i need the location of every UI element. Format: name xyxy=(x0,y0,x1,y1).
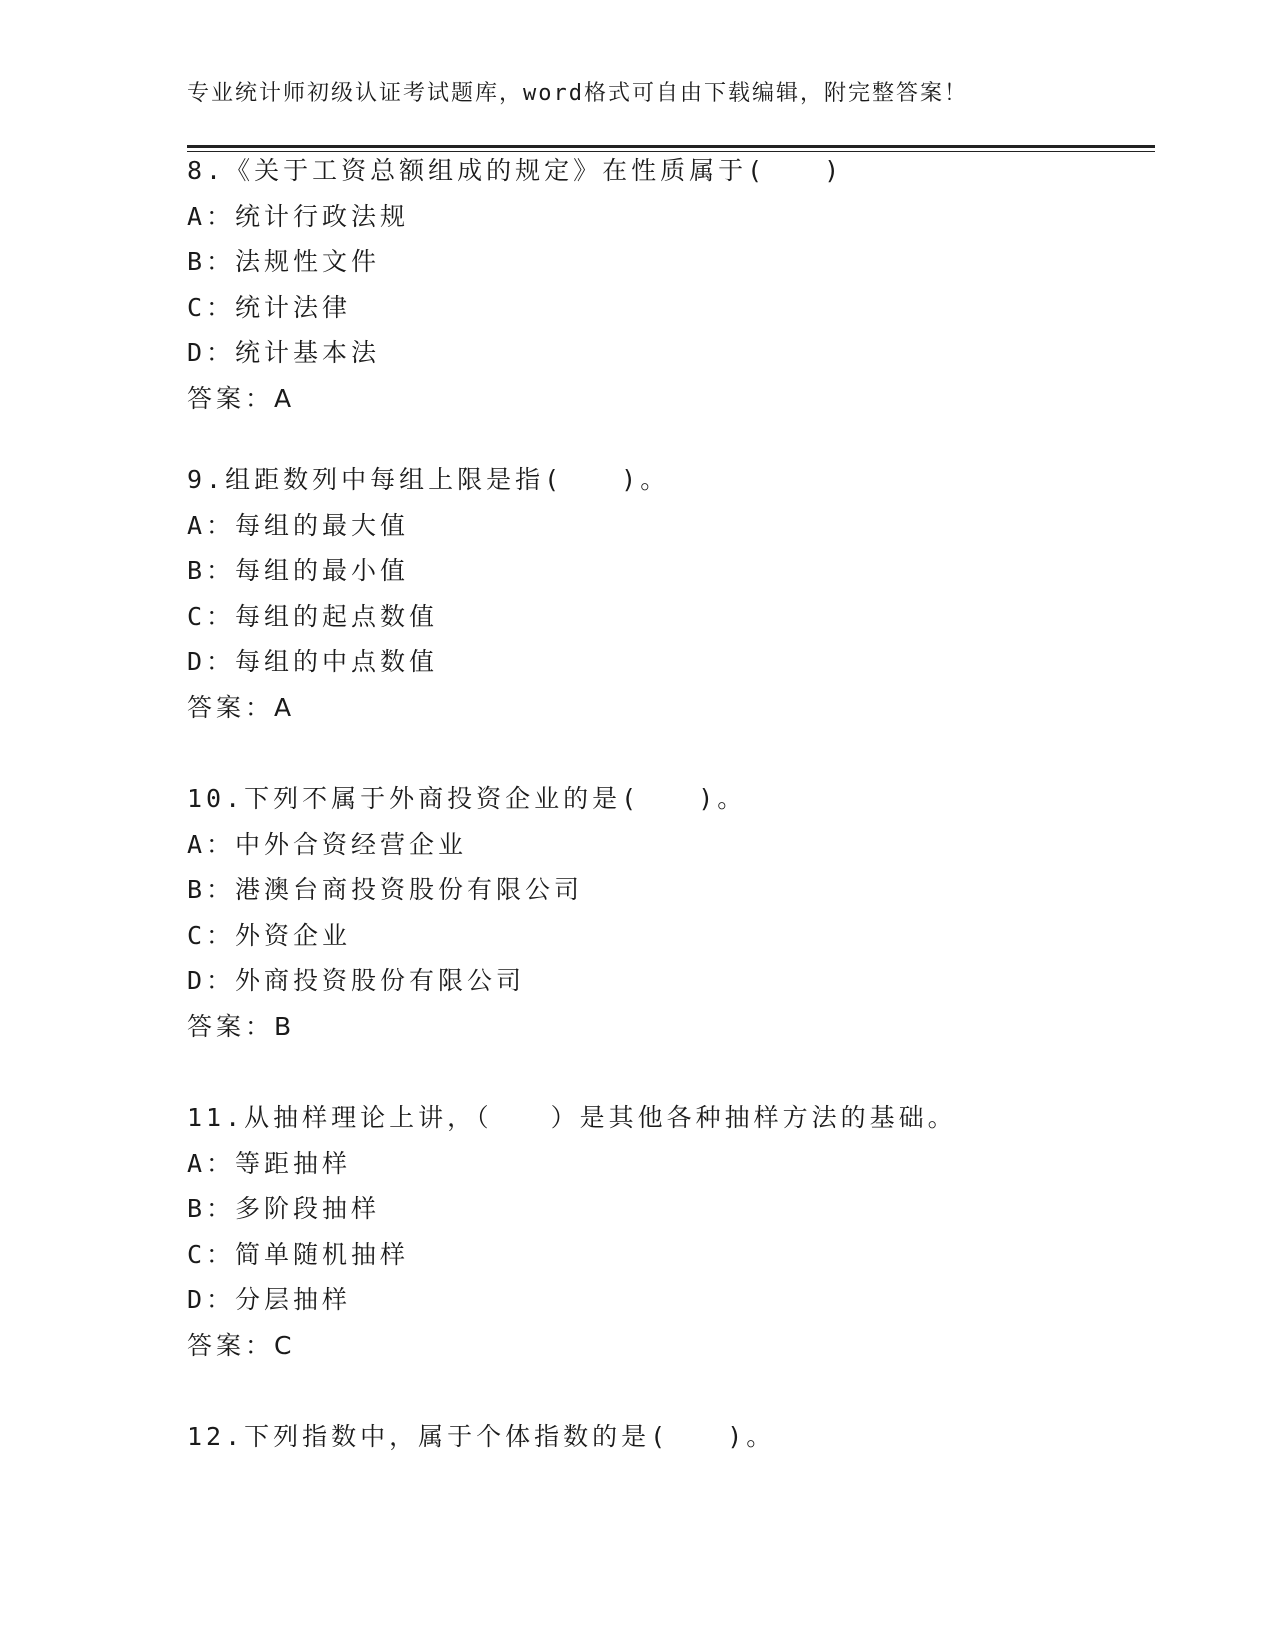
option-c: C：简单随机抽样 xyxy=(187,1239,410,1269)
option-b: B：每组的最小值 xyxy=(187,556,410,585)
question-stem: 11.从抽样理论上讲，（ ）是其他各种抽样方法的基础。 xyxy=(187,1103,957,1132)
question-stem: 10.下列不属于外商投资企业的是( )。 xyxy=(187,784,747,813)
question-stem: 8.《关于工资总额组成的规定》在性质属于( ) xyxy=(187,156,844,185)
answer-label: 答案： xyxy=(187,692,275,722)
question-11 xyxy=(187,1095,1155,1368)
question-stem: 12.下列指数中，属于个体指数的是( )。 xyxy=(187,1422,776,1451)
option-d: D：分层抽样 xyxy=(187,1285,352,1314)
option-c: C：统计法律 xyxy=(187,292,352,322)
answer-value: A xyxy=(274,692,294,722)
question-stem: 9.组距数列中每组上限是指( )。 xyxy=(187,465,670,494)
option-c: C：外资企业 xyxy=(187,920,352,950)
option-a: A：统计行政法规 xyxy=(187,201,410,231)
answer-value: B xyxy=(274,1011,294,1041)
question-9 xyxy=(187,457,1155,730)
question-10 xyxy=(187,776,1155,1049)
question-8 xyxy=(187,148,1155,421)
answer-label: 答案： xyxy=(187,383,275,413)
answer-line xyxy=(187,1004,1155,1050)
option-b: B：多阶段抽样 xyxy=(187,1194,381,1223)
answer-label: 答案： xyxy=(187,1011,275,1041)
option-d: D：每组的中点数值 xyxy=(187,647,439,676)
question-12 xyxy=(187,1414,1155,1460)
answer-line xyxy=(187,1323,1155,1369)
option-b: B：港澳台商投资股份有限公司 xyxy=(187,875,584,904)
answer-value: A xyxy=(274,383,294,413)
option-a: A：等距抽样 xyxy=(187,1148,352,1178)
option-a: A：每组的最大值 xyxy=(187,510,410,540)
answer-line xyxy=(187,685,1155,731)
option-a: A：中外合资经营企业 xyxy=(187,829,468,859)
answer-label: 答案： xyxy=(187,1330,275,1360)
option-d: D：外商投资股份有限公司 xyxy=(187,966,526,995)
page-header: 专业统计师初级认证考试题库，word格式可自由下载编辑，附完整答案！ xyxy=(187,81,968,106)
option-c: C：每组的起点数值 xyxy=(187,601,439,631)
answer-value: C xyxy=(274,1330,294,1360)
answer-line xyxy=(187,376,1155,422)
option-b: B：法规性文件 xyxy=(187,247,381,276)
option-d: D：统计基本法 xyxy=(187,338,381,367)
